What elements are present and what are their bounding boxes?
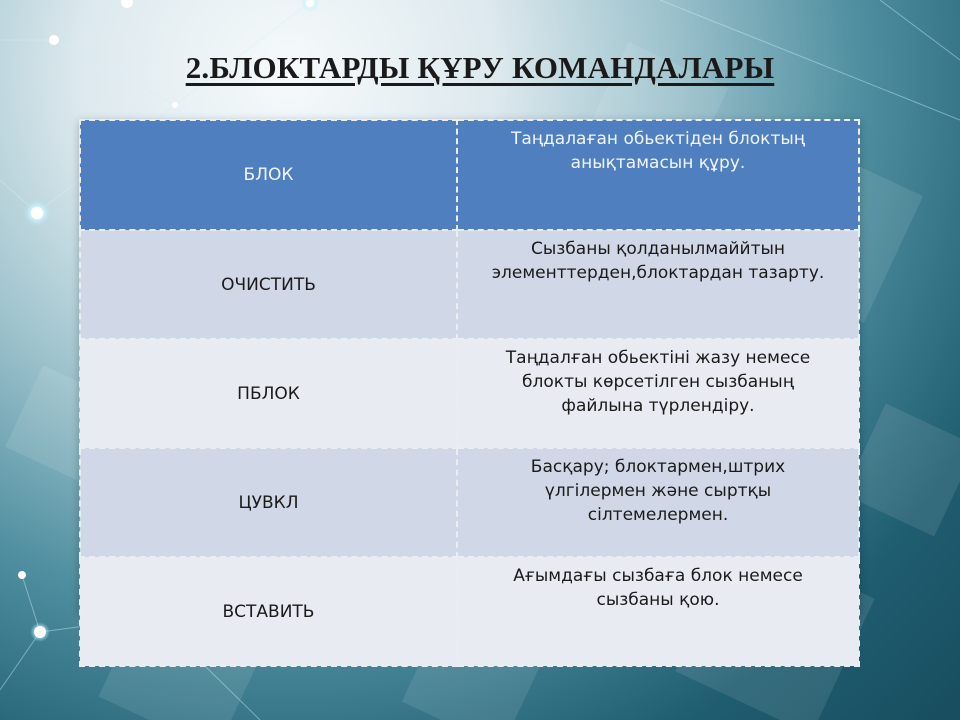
description-cell [457, 230, 859, 339]
description-text: Басқару; блоктармен,штрих үлгілермен және сыртқы сілтемелермен. [530, 457, 786, 525]
description-text: Сызбаны қолданылмаййтын элементтерден,блоктардан тазарту. [491, 239, 825, 283]
command-cell: ВСТАВИТЬ [80, 557, 457, 666]
table-row [80, 120, 859, 230]
description-cell [457, 339, 859, 448]
description-cell [457, 557, 859, 666]
page-title: 2.БЛОКТАРДЫ ҚҰРУ КОМАНДАЛАРЫ [185, 50, 775, 85]
description-cell [457, 120, 859, 230]
description-text: Таңдалаған обьектіден блоктың анықтамасын құру. [510, 129, 806, 173]
table-row [80, 448, 859, 557]
commands-table [79, 119, 860, 622]
command-cell: БЛОК [80, 120, 457, 230]
table-row [80, 557, 859, 666]
table-row [80, 339, 859, 448]
command-cell: ОЧИСТИТЬ [80, 230, 457, 339]
command-cell: ПБЛОК [80, 339, 457, 448]
description-cell [457, 448, 859, 557]
table-row [80, 230, 859, 339]
description-text: Ағымдағы сызбаға блок немесе сызбаны қою. [513, 566, 803, 610]
command-cell: ЦУВКЛ [80, 448, 457, 557]
description-text: Таңдалған обьектіні жазу немесе блокты көрсетілген сызбаның файлына түрлендіру. [505, 348, 811, 416]
